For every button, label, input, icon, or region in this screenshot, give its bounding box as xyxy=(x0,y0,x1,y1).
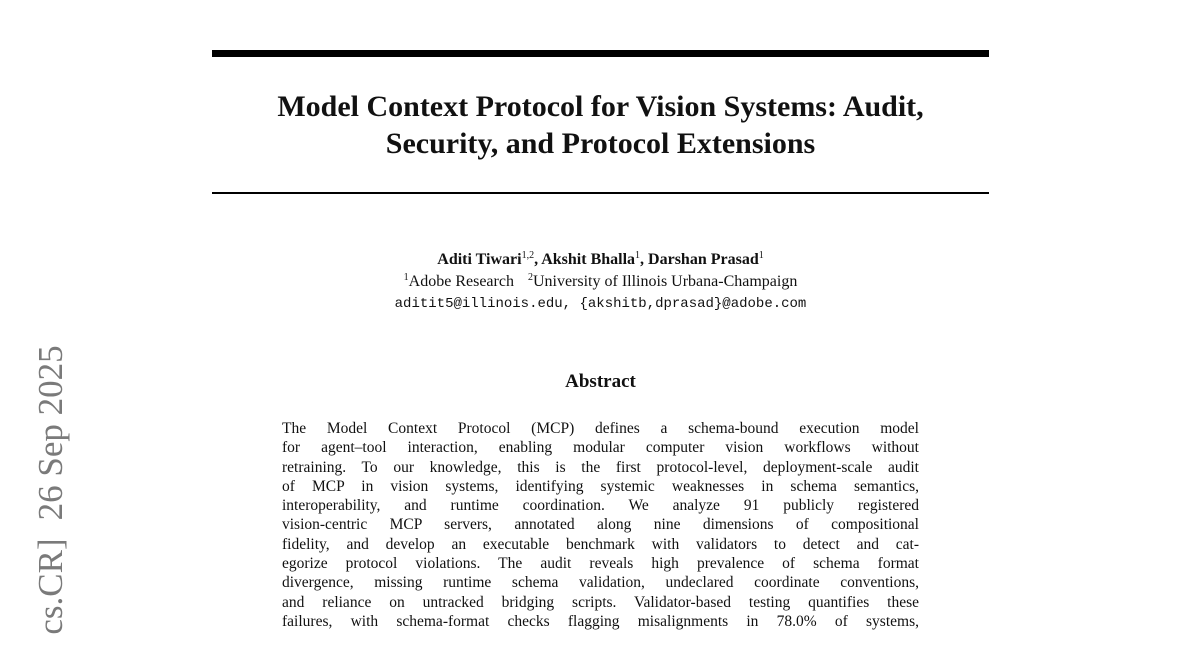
title-line-1: Model Context Protocol for Vision Systems: Audit, xyxy=(277,90,924,123)
affiliations xyxy=(212,272,989,292)
author-affil-sup: 1 xyxy=(758,250,764,261)
affil-sup: 1 xyxy=(403,272,409,283)
affiliation-name: Adobe Research xyxy=(408,273,514,290)
affiliation-name: University of Illinois Urbana-Champaign xyxy=(532,273,798,290)
author-affil-sup: 1,2 xyxy=(521,250,535,261)
title-top-rule xyxy=(212,50,989,57)
abstract-line: egorize protocol violations. The audit reveals high prevalence of schema format xyxy=(282,555,919,573)
abstract-line: interoperability, and runtime coordination. We analyze 91 publicly registered xyxy=(282,497,919,515)
abstract-line: failures, with schema-format checks flagging misalignments in 78.0% of systems, xyxy=(282,612,919,630)
author-list: Aditi Tiwari$^{1,2}$, Akshit Bhalla$^1$, Darshan Prasad$^1$ xyxy=(437,250,764,268)
affil-sup: 2 xyxy=(527,272,533,283)
arxiv-date: 26 Sep 2025 xyxy=(31,345,70,521)
arxiv-side-stamp xyxy=(31,345,71,634)
abstract-heading: Abstract xyxy=(565,371,636,392)
author-emails: aditit5@illinois.edu, {akshitb,dprasad}@adobe.com xyxy=(394,296,807,312)
author-name: Darshan Prasad xyxy=(648,251,759,268)
abstract-line: vision-centric MCP servers, annotated along nine dimensions of compositional xyxy=(282,516,919,534)
arxiv-category: cs.CR] xyxy=(31,538,70,635)
paper-title xyxy=(212,88,989,162)
author-name: Aditi Tiwari xyxy=(437,251,522,268)
title-line-2: Security, and Protocol Extensions xyxy=(385,127,816,160)
abstract-body xyxy=(282,419,919,631)
abstract-line: fidelity, and develop an executable benchmark with validators to detect and cat- xyxy=(282,535,919,553)
title-bottom-rule xyxy=(212,192,989,194)
abstract-line: of MCP in vision systems, identifying systemic weaknesses in schema semantics, xyxy=(282,477,919,495)
abstract-line: divergence, missing runtime schema validation, undeclared coordinate conventions, xyxy=(282,574,919,592)
abstract-line: for agent–tool interaction, enabling modular computer vision workflows without xyxy=(282,439,919,457)
author-name: Akshit Bhalla xyxy=(541,251,636,268)
abstract-line: retraining. To our knowledge, this is the first protocol-level, deployment-scale audit xyxy=(282,458,919,476)
abstract-line: and reliance on untracked bridging scripts. Validator-based testing quantifies these xyxy=(282,593,919,611)
author-block xyxy=(212,250,989,314)
abstract-line: The Model Context Protocol (MCP) defines a schema-bound execution model xyxy=(282,420,919,437)
author-affil-sup: 1 xyxy=(635,250,641,261)
